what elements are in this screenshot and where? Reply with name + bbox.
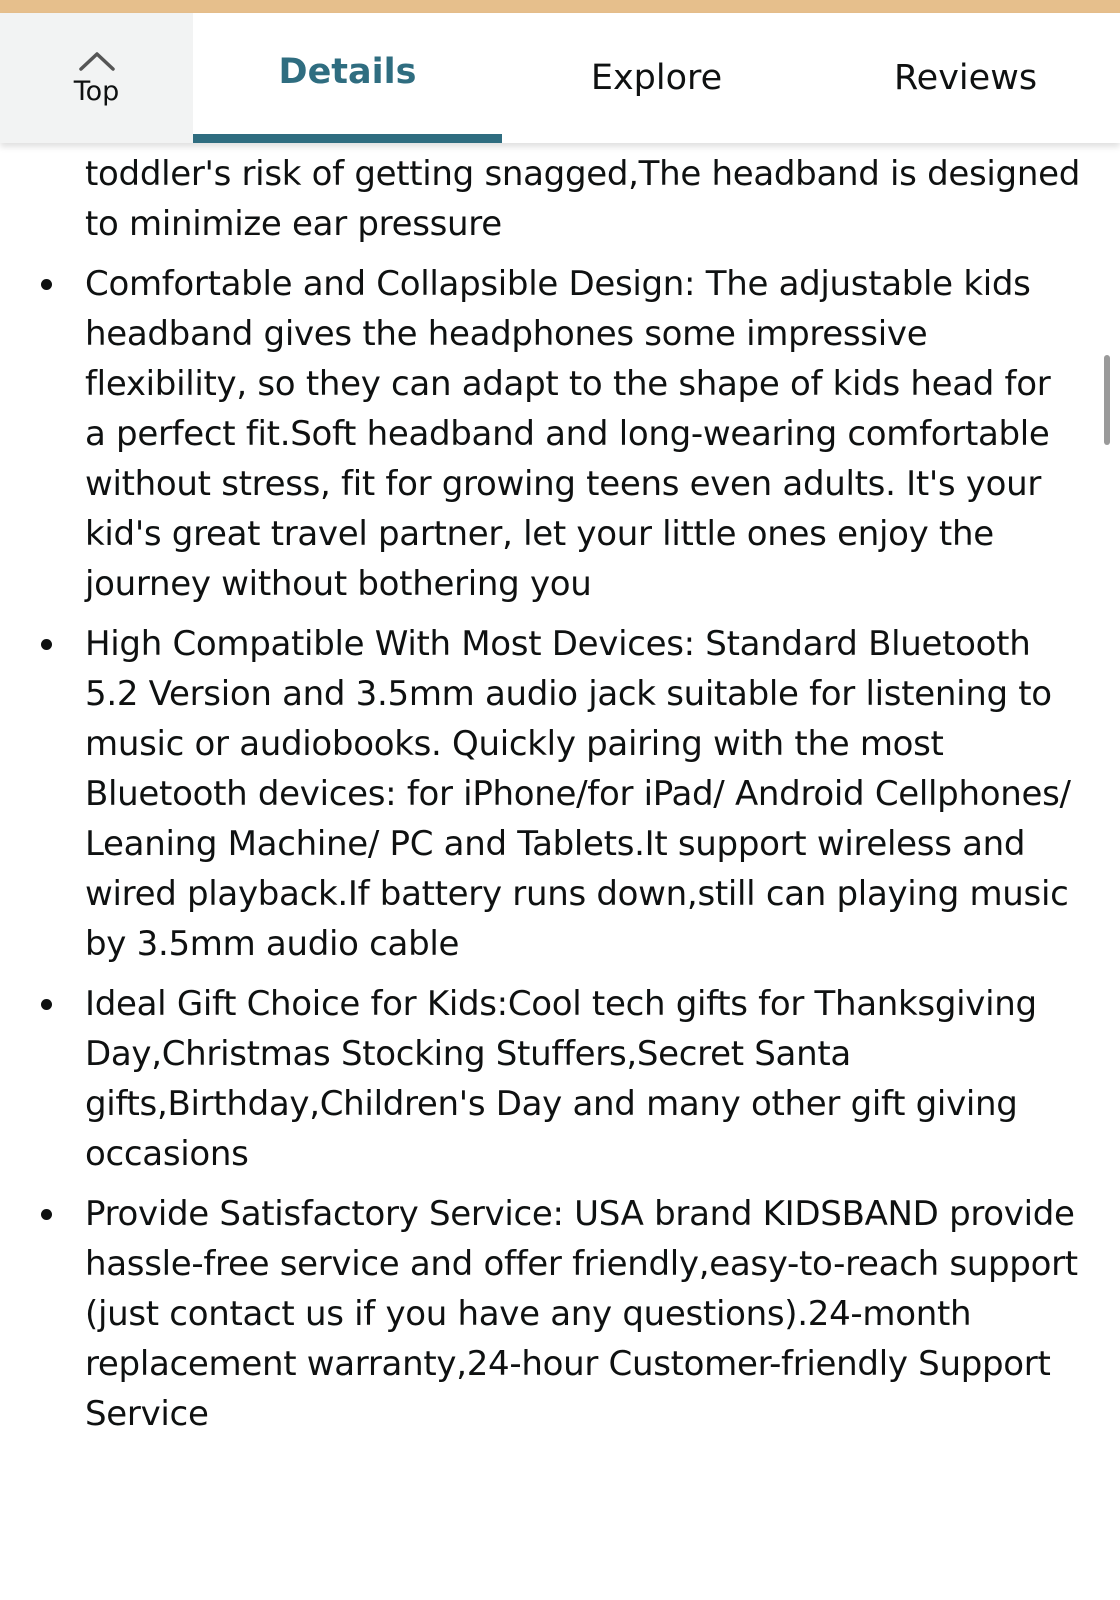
feature-bullet-text: toddler's risk of getting snagged,The headband is designed to minimize ear pressure — [85, 154, 1080, 244]
active-tab-indicator — [193, 134, 502, 143]
feature-bullet-text: Comfortable and Collapsible Design: The adjustable kids headband gives the headphones some impressive flexibility, so they can adapt to the shape of kids head for a perfect fit.Soft headband and long-wearing comfortable without stress, fit for growing teens even adults. It's your kid's great travel partner, let your little ones enjoy the journey without bothering you — [85, 264, 1051, 604]
top-accent-bar — [0, 0, 1120, 13]
tab-explore-label: Explore — [590, 58, 723, 98]
scrollbar-thumb[interactable] — [1104, 355, 1110, 445]
feature-bullet — [0, 1189, 1120, 1439]
section-tab-bar — [0, 13, 1120, 143]
feature-bullet — [0, 979, 1120, 1179]
feature-bullet-text: High Compatible With Most Devices: Standard Bluetooth 5.2 Version and 3.5mm audio jack suitable for listening to music or audiobooks. Quickly pairing with the most Bluetooth devices: for iPhone/for iPad/ Android Cellphones/ Leaning Machine/ PC and Tablets.It support wireless and wired playback.If battery runs down,still can playing music by 3.5mm audio cable — [85, 624, 1071, 964]
chevron-up-icon — [78, 50, 116, 72]
tab-details-label: Details — [278, 52, 417, 92]
feature-bullet — [0, 619, 1120, 969]
tab-reviews[interactable] — [811, 13, 1120, 143]
tab-reviews-label: Reviews — [893, 58, 1038, 98]
tab-details[interactable] — [193, 13, 502, 143]
feature-bullet-text: Ideal Gift Choice for Kids:Cool tech gifts for Thanksgiving Day,Christmas Stocking Stuffers,Secret Santa gifts,Birthday,Children's Day and many other gift giving occasions — [85, 984, 1037, 1174]
back-to-top-button[interactable] — [0, 13, 193, 143]
feature-bullet-continued — [0, 143, 1120, 249]
feature-bullet — [0, 259, 1120, 609]
feature-bullet-text: Provide Satisfactory Service: USA brand KIDSBAND provide hassle-free service and offer friendly,easy-to-reach support (just contact us if you have any questions).24-month replacement warranty,24-hour Customer-friendly Support Service — [85, 1194, 1078, 1434]
feature-bullet-list — [0, 143, 1120, 1449]
back-to-top-label: Top — [73, 75, 120, 107]
tab-explore[interactable] — [502, 13, 811, 143]
product-details-content[interactable] — [0, 143, 1120, 1600]
